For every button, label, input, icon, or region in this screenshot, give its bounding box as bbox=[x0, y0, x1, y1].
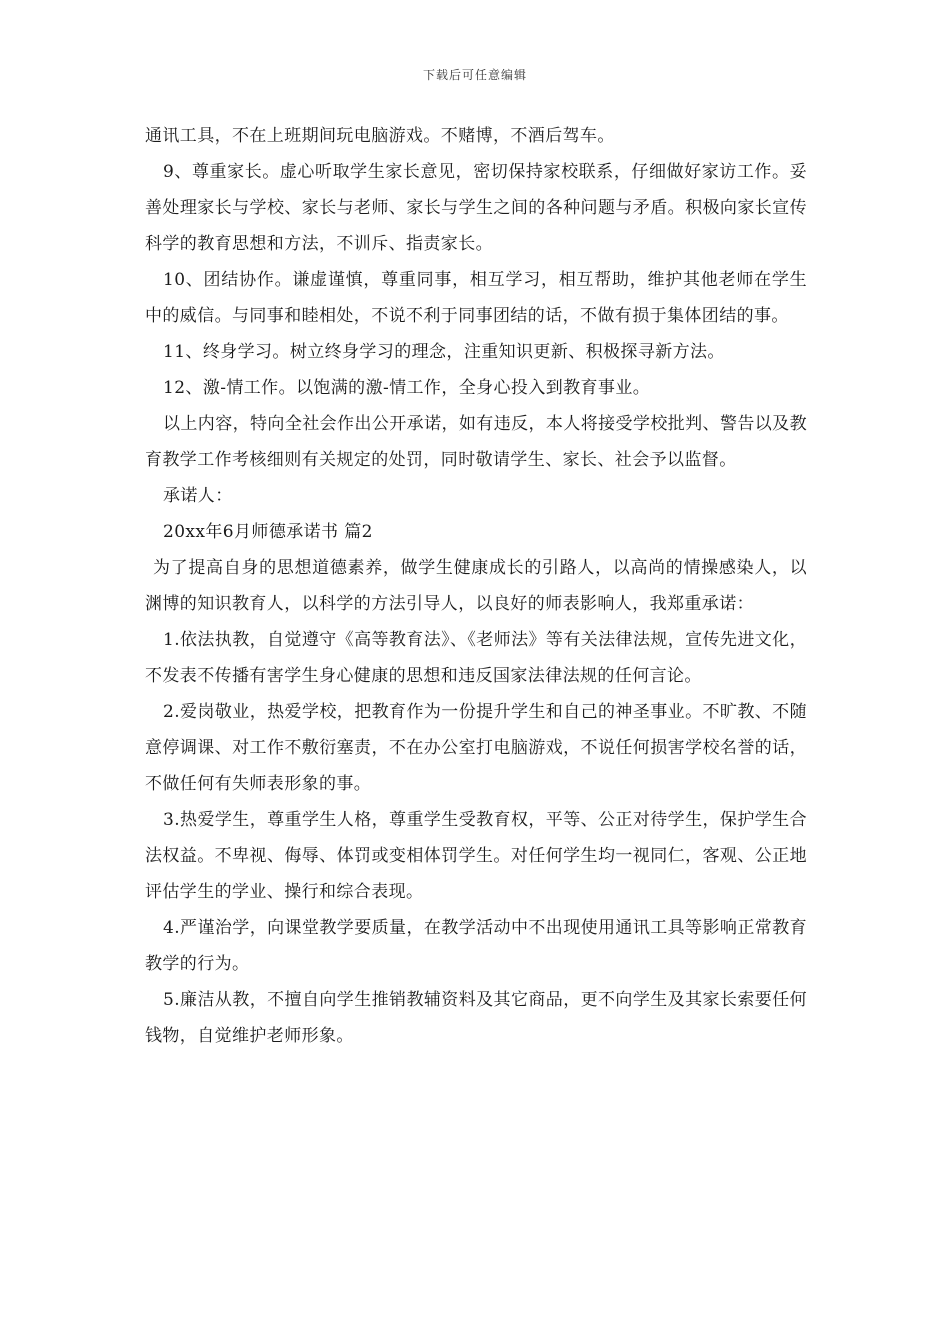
paragraph: 9、尊重家长。虚心听取学生家长意见，密切保持家校联系，仔细做好家访工作。妥善处理家长与学校、家长与老师、家长与学生之间的各种问题与矛盾。积极向家长宣传科学的教育思想和方法，不训斥、指责家长。 bbox=[145, 162, 807, 254]
paragraph: 为了提高自身的思想道德素养，做学生健康成长的引路人，以高尚的情操感染人，以渊博的知识教育人，以科学的方法引导人，以良好的师表影响人，我郑重承诺： bbox=[145, 558, 807, 614]
page-header-note: 下载后可任意编辑 bbox=[422, 68, 527, 82]
document-body bbox=[145, 118, 807, 1054]
signatory-label: 承诺人： bbox=[163, 486, 233, 506]
paragraph: 1.依法执教，自觉遵守《高等教育法》、《老师法》等有关法律法规，宣传先进文化，不发表不传播有害学生身心健康的思想和违反国家法律法规的任何言论。 bbox=[145, 630, 807, 686]
paragraph: 10、团结协作。谦虚谨慎，尊重同事，相互学习，相互帮助，维护其他老师在学生中的威信。与同事和睦相处，不说不利于同事团结的话，不做有损于集体团结的事。 bbox=[145, 270, 807, 326]
paragraph: 11、终身学习。树立终身学习的理念，注重知识更新、积极探寻新方法。 bbox=[163, 342, 725, 362]
paragraph: 2.爱岗敬业，热爱学校，把教育作为一份提升学生和自己的神圣事业。不旷教、不随意停调课、对工作不敷衍塞责，不在办公室打电脑游戏，不说任何损害学校名誉的话，不做任何有失师表形象的事。 bbox=[145, 702, 807, 794]
section-title: 20xx年6月师德承诺书 篇2 bbox=[163, 522, 373, 542]
paragraph: 12、激-情工作。以饱满的激-情工作，全身心投入到教育事业。 bbox=[163, 378, 651, 398]
paragraph: 4.严谨治学，向课堂教学要质量，在教学活动中不出现使用通讯工具等影响正常教育教学的行为。 bbox=[145, 918, 807, 974]
paragraph: 5.廉洁从教，不擅自向学生推销教辅资料及其它商品，更不向学生及其家长索要任何钱物，自觉维护老师形象。 bbox=[145, 990, 807, 1046]
paragraph: 3.热爱学生，尊重学生人格，尊重学生受教育权，平等、公正对待学生，保护学生合法权益。不卑视、侮辱、体罚或变相体罚学生。对任何学生均一视同仁，客观、公正地评估学生的学业、操行和综合表现。 bbox=[145, 810, 807, 902]
paragraph: 通讯工具，不在上班期间玩电脑游戏。不赌博，不酒后驾车。 bbox=[145, 126, 615, 146]
paragraph: 以上内容，特向全社会作出公开承诺，如有违反，本人将接受学校批判、警告以及教育教学工作考核细则有关规定的处罚，同时敬请学生、家长、社会予以监督。 bbox=[145, 414, 807, 470]
